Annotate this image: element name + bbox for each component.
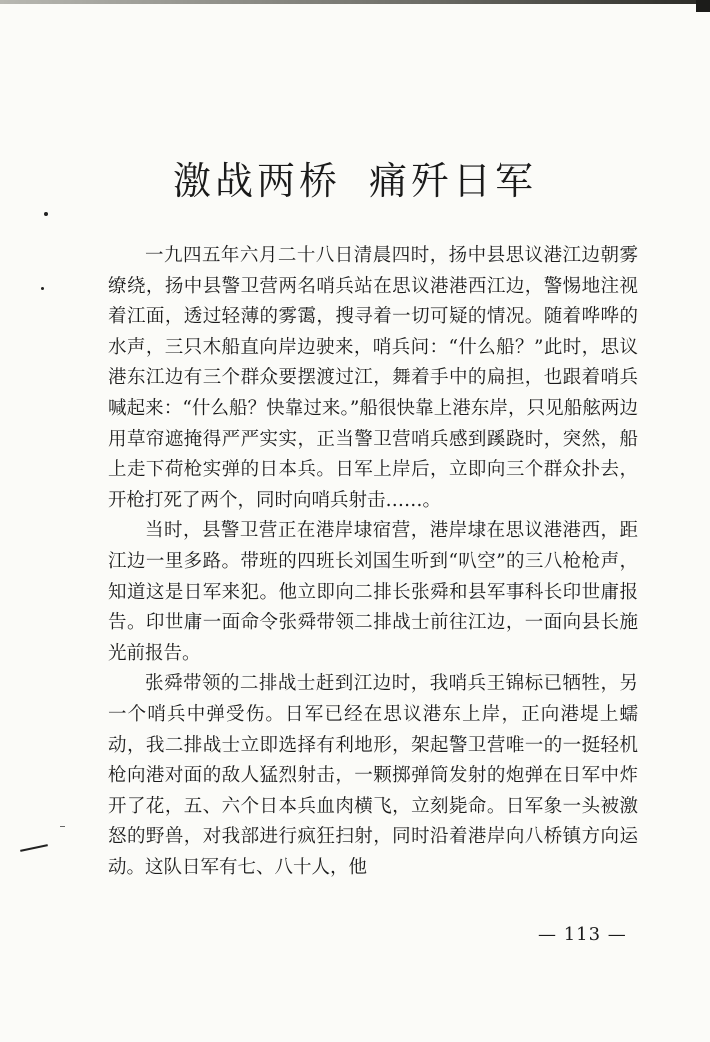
top-edge-rule bbox=[0, 0, 710, 4]
margin-pen-stroke bbox=[20, 844, 48, 852]
chapter-title bbox=[0, 150, 710, 205]
body-text bbox=[108, 241, 638, 883]
margin-tick-mark bbox=[60, 826, 65, 827]
paragraph-1: 一九四五年六月二十八日清晨四时，扬中县思议港江边朝雾缭绕，扬中县警卫营两名哨兵站在思议港港西江边，警惕地注视着江面，透过轻薄的雾霭，搜寻着一切可疑的情况。随着哗哗的水声，三只木船直向岸边驶来，哨兵问：“什么船？”此时，思议港东江边有三个群众要摆渡过江，舞着手中的扁担，也跟着哨兵喊起来：“什么船？快靠过来。”船很快靠上港东岸，只见船舷两边用草帘遮掩得严严实实，正当警卫营哨兵感到蹊跷时，突然，船上走下荷枪实弹的日本兵。日军上岸后，立即向三个群众扑去，开枪打死了两个，同时向哨兵射击……。 bbox=[108, 245, 638, 511]
margin-dot-mark bbox=[44, 212, 48, 216]
top-corner-mark bbox=[696, 0, 710, 12]
title-part-2: 痛歼日军 bbox=[369, 159, 538, 203]
paragraph-3: 张舜带领的二排战士赶到江边时，我哨兵王锦标已牺牲，另一个哨兵中弹受伤。日军已经在思议港东上岸，正向港堤上蠕动，我二排战士立即选择有利地形，架起警卫营唯一的一挺轻机枪向港对面的敌人猛烈射击，一颗掷弹筒发射的炮弹在日军中炸开了花，五、六个日本兵血肉横飞，立刻毙命。日军象一头被激怒的野兽，对我部进行疯狂扫射，同时沿着港岸向八桥镇方向运动。这队日军有七、八十人，他 bbox=[108, 673, 638, 878]
title-part-1: 激战两桥 bbox=[172, 159, 341, 203]
paragraph-2: 当时，县警卫营正在港岸埭宿营，港岸埭在思议港港西，距江边一里多路。带班的四班长刘国生听到“叭空”的三八枪枪声，知道这是日军来犯。他立即向二排长张舜和县军事科长印世庸报告。印世庸一面命令张舜带领二排战士前往江边，一面向县长施光前报告。 bbox=[108, 520, 638, 664]
margin-dot-mark bbox=[41, 287, 44, 290]
page-number: — 113 — bbox=[538, 924, 627, 945]
